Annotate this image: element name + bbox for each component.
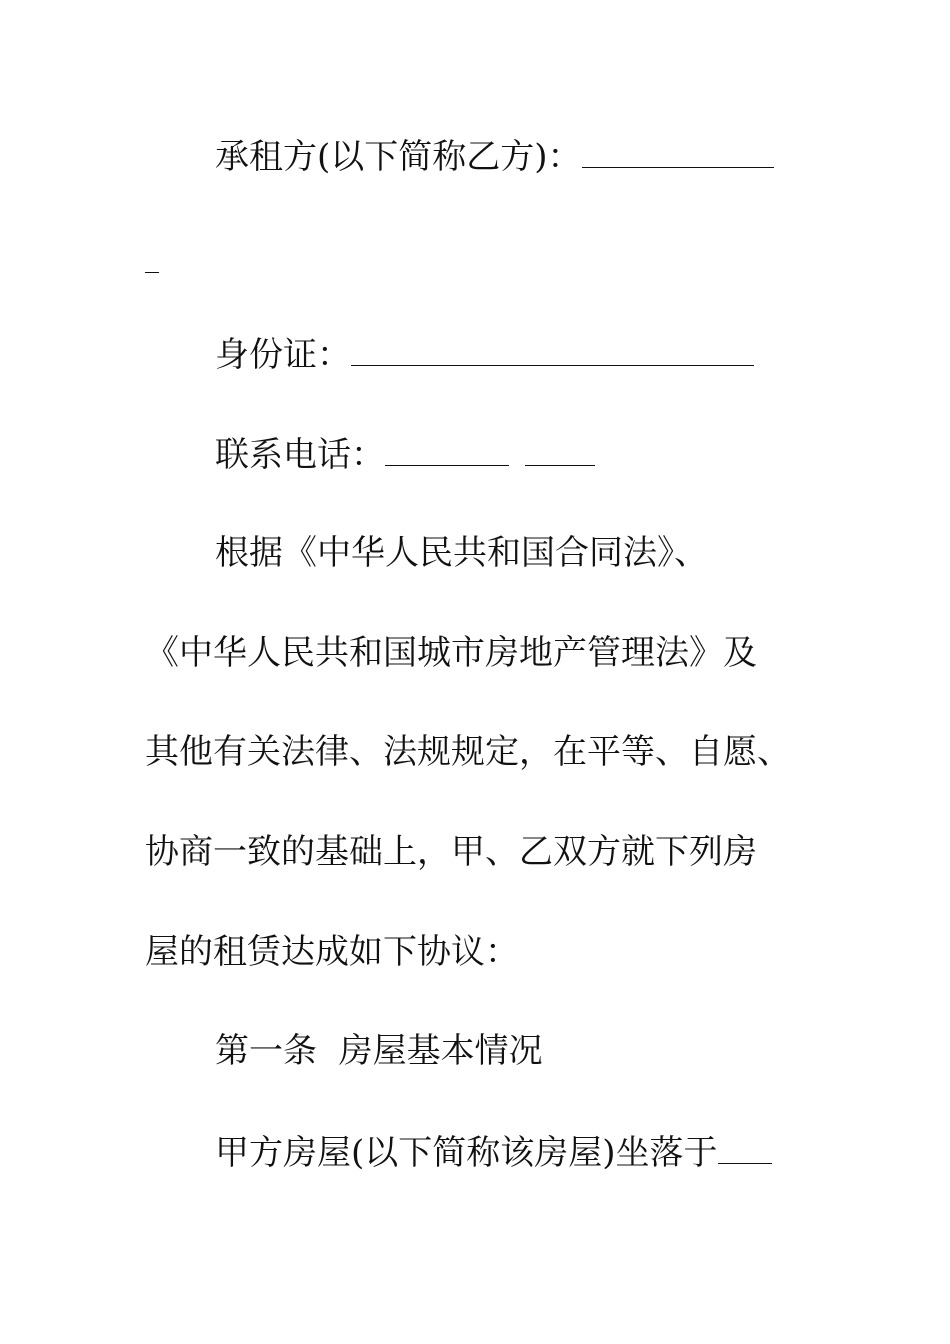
paragraph-text-5: 屋的租赁达成如下协议：: [145, 932, 519, 972]
paragraph-line-5: [145, 932, 825, 972]
id-card-line: [215, 333, 895, 375]
lessee-label: 承租方(以下简称乙方)：: [215, 137, 582, 177]
house-location-line: [215, 1131, 895, 1173]
paragraph-line-2: [145, 633, 825, 673]
id-card-label: 身份证：: [215, 335, 351, 375]
phone-label: 联系电话：: [215, 435, 385, 475]
house-location-label: 甲方房屋(以下简称该房屋)坐落于: [215, 1133, 718, 1173]
paragraph-line-4: [145, 832, 825, 872]
paragraph-text-2: 《中华人民共和国城市房地产管理法》及: [145, 633, 757, 673]
paragraph-text-3: 其他有关法律、法规规定，在平等、自愿、: [145, 732, 791, 772]
phone-blank-2: [525, 433, 595, 466]
phone-line: [215, 433, 895, 475]
paragraph-line-3: [145, 732, 825, 772]
paragraph-text-1: 根据《中华人民共和国合同法》、: [215, 533, 708, 573]
paragraph-line-1: [215, 533, 895, 573]
house-location-blank: [718, 1131, 772, 1164]
article-one-title: 第一条 房屋基本情况: [215, 1031, 543, 1071]
lessee-blank: [582, 135, 774, 168]
lessee-line: [215, 135, 895, 177]
paragraph-text-4: 协商一致的基础上，甲、乙双方就下列房: [145, 832, 757, 872]
lessee-blank-tail: [145, 240, 159, 273]
lessee-blank-continuation: [145, 240, 825, 282]
article-one-heading: [215, 1031, 895, 1071]
id-card-blank: [351, 333, 754, 366]
phone-blank-1: [385, 433, 509, 466]
